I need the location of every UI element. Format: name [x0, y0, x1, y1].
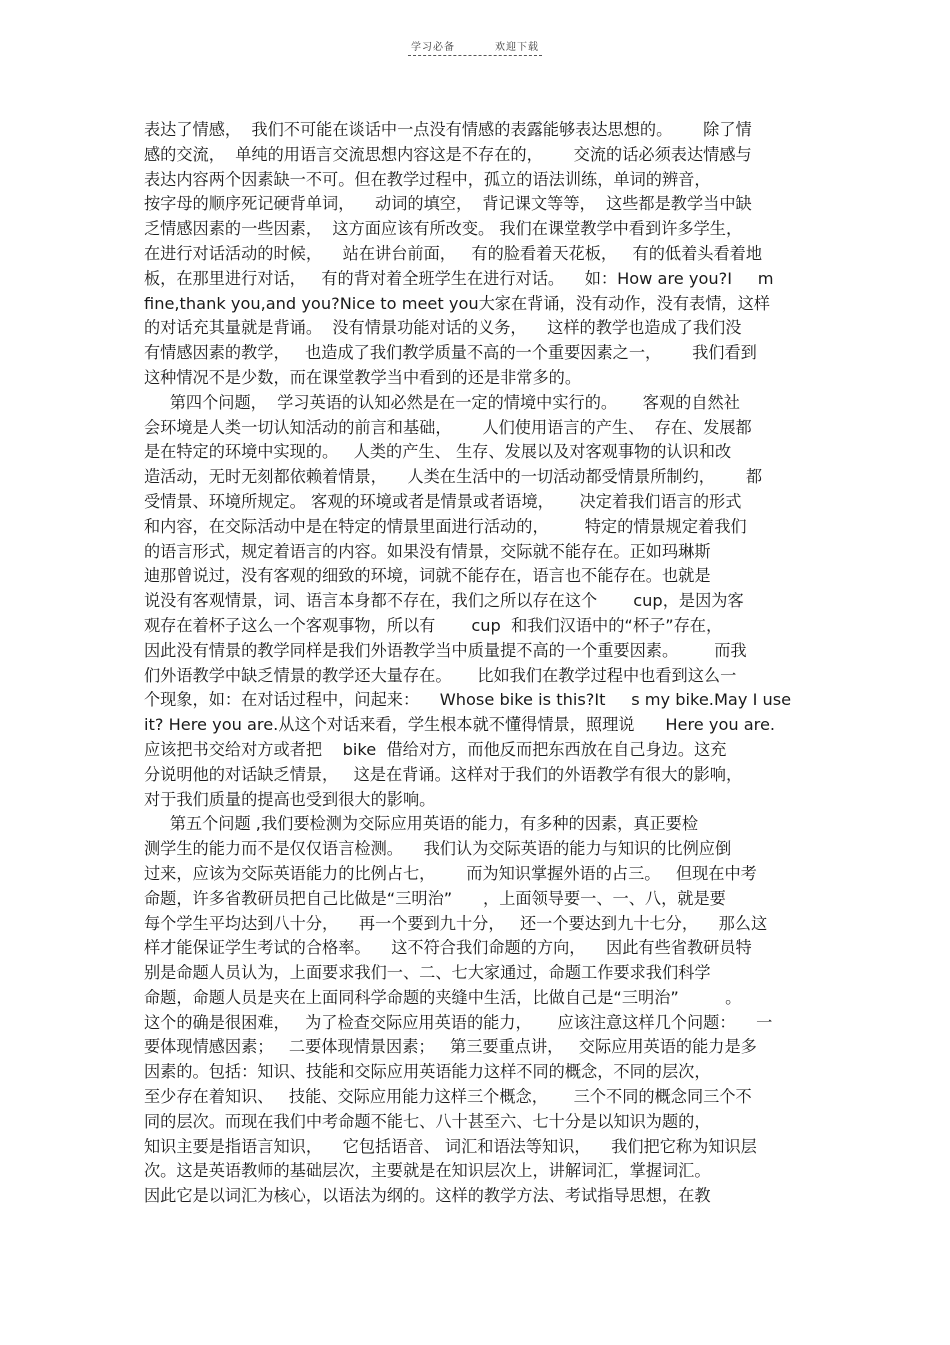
- text-line: 过来，应该为交际英语能力的比例占七， 而为知识掌握外语的占三。 但现在中考: [144, 863, 757, 883]
- text-line: 这个的确是很困难， 为了检查交际应用英语的能力， 应该注意这样几个问题： 一: [144, 1012, 773, 1032]
- text-line: 是在特定的环境中实现的。 人类的产生、 生存、发展以及对客观事物的认识和改: [144, 442, 732, 462]
- text-line: 这种情况不是少数，而在课堂教学当中看到的还是非常多的。: [144, 367, 582, 387]
- text-line: 在进行对话活动的时候， 站在讲台前面， 有的脸看着天花板， 有的低着头看着地: [144, 243, 763, 263]
- text-line: 个现象，如：在对话过程中，问起来： Whose bike is this?It s my bike.May I use: [144, 690, 792, 710]
- text-line: 受情景、环境所规定。 客观的环境或者是情景或者语境， 决定着我们语言的形式: [144, 491, 742, 511]
- text-line: 因此没有情景的教学同样是我们外语教学当中质量提不高的一个重要因素。 而我: [144, 640, 747, 660]
- text-line: 因此它是以词汇为核心，以语法为纲的。这样的教学方法、考试指导思想，在教: [144, 1186, 711, 1206]
- text-line: 表达内容两个因素缺一不可。但在教学过程中，孤立的语法训练，单词的辨音，: [144, 169, 711, 189]
- text-line: 知识主要是指语言知识， 它包括语音、 词汇和语法等知识， 我们把它称为知识层: [144, 1136, 757, 1156]
- text-line: 表达了情感， 我们不可能在谈话中一点没有情感的表露能够表达思想的。 除了情: [144, 120, 752, 139]
- text-line: 的语言形式，规定着语言的内容。如果没有情景，交际就不能存在。正如玛琳斯: [144, 541, 711, 561]
- text-line: 第四个问题， 学习英语的认知必然是在一定的情境中实行的。 客观的自然社: [144, 392, 740, 412]
- text-line: 至少存在着知识、 技能、交际应用能力这样三个概念， 三个不同的概念同三个不: [144, 1087, 752, 1107]
- header-dashed-rule: [408, 55, 542, 56]
- text-line: 说没有客观情景，词、语言本身都不存在，我们之所以存在这个 cup，是因为客: [144, 591, 744, 611]
- text-line: it? Here you are.从这个对话来看，学生根本就不懂得情景，照理说 Here you are.: [144, 715, 776, 735]
- text-line: 每个学生平均达到八十分， 再一个要到九十分， 还一个要达到九十七分， 那么这: [144, 913, 768, 933]
- text-line: 同的层次。而现在我们中考命题不能七、八十甚至六、七十分是以知识为题的，: [144, 1111, 711, 1131]
- text-line: 命题，许多省教研员把自己比做是“三明治” ，上面领导要一、一、八，就是要: [144, 888, 726, 908]
- text-line: 的对话充其量就是背诵。 没有情景功能对话的义务， 这样的教学也造成了我们没: [144, 318, 742, 338]
- text-line: 对于我们质量的提高也受到很大的影响。: [144, 789, 436, 809]
- page-header: [0, 38, 950, 53]
- document-body: [144, 118, 812, 1209]
- text-line: fine,thank you,and you?Nice to meet you大家在背诵，没有动作，没有表情，这样: [144, 293, 770, 313]
- text-line: 会环境是人类一切认知活动的前言和基础， 人们使用语言的产生、 存在、发展都: [144, 417, 752, 437]
- text-line: 次。这是英语教师的基础层次，主要就是在知识层次上，讲解词汇，掌握词汇。: [144, 1161, 711, 1181]
- header-left-text: 学习必备: [411, 42, 455, 53]
- header-right-text: 欢迎下载: [495, 42, 539, 53]
- text-line: 样才能保证学生考试的合格率。 这不符合我们命题的方向， 因此有些省教研员特: [144, 938, 752, 958]
- text-line: 要体现情感因素； 二要体现情景因素； 第三要重点讲， 交际应用英语的能力是多: [144, 1037, 757, 1057]
- text-line: 乏情感因素的一些因素， 这方面应该有所改变。 我们在课堂教学中看到许多学生，: [144, 219, 743, 239]
- text-line: 命题，命题人员是夹在上面同科学命题的夹缝中生活，比做自己是“三明治” 。: [144, 987, 742, 1007]
- text-line: 观存在着杯子这么一个客观事物，所以有 cup 和我们汉语中的“杯子”存在，: [144, 615, 723, 635]
- text-line: 按字母的顺序死记硬背单词， 动词的填空， 背记课文等等， 这些都是教学当中缺: [144, 194, 752, 214]
- text-line: 分说明他的对话缺乏情景， 这是在背诵。这样对于我们的外语教学有很大的影响，: [144, 764, 743, 784]
- text-line: 和内容，在交际活动中是在特定的情景里面进行活动的， 特定的情景规定着我们: [144, 516, 747, 536]
- text-line: 测学生的能力而不是仅仅语言检测。 我们认为交际英语的能力与知识的比例应倒: [144, 839, 732, 859]
- text-line: 别是命题人员认为，上面要求我们一、二、七大家通过，命题工作要求我们科学: [144, 963, 711, 983]
- text-line: 板，在那里进行对话， 有的背对着全班学生在进行对话。 如：How are you?I m: [144, 268, 774, 288]
- text-line: 因素的。包括：知识、技能和交际应用英语能力这样不同的概念，不同的层次，: [144, 1062, 711, 1082]
- text-line: 第五个问题 ,我们要检测为交际应用英语的能力，有多种的因素，真正要检: [144, 814, 699, 834]
- text-line: 应该把书交给对方或者把 bike 借给对方，而他反而把东西放在自己身边。这充: [144, 739, 727, 759]
- text-line: 迪那曾说过，没有客观的细致的环境，词就不能存在，语言也不能存在。也就是: [144, 566, 711, 586]
- text-line: 有情感因素的教学， 也造成了我们教学质量不高的一个重要因素之一， 我们看到: [144, 343, 757, 363]
- text-line: 造活动，无时无刻都依赖着情景， 人类在生活中的一切活动都受情景所制约， 都: [144, 467, 763, 487]
- text-line: 感的交流， 单纯的用语言交流思想内容这是不存在的， 交流的话必须表达情感与: [144, 144, 752, 164]
- text-line: 们外语教学中缺乏情景的教学还大量存在。 比如我们在教学过程中也看到这么一: [144, 665, 737, 685]
